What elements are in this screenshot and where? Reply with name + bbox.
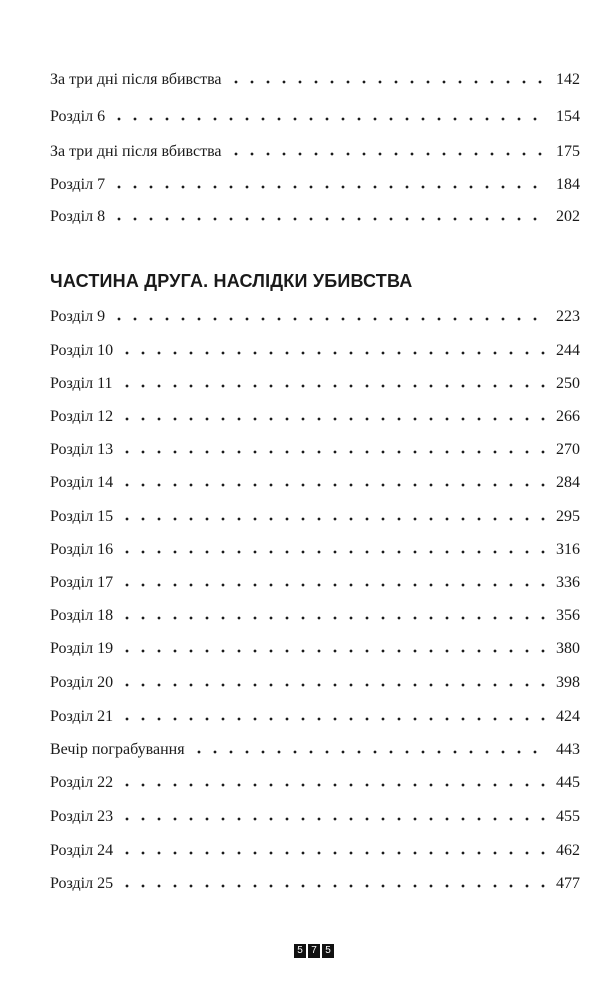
entry-label: Розділ 22 [50,774,114,791]
entry-page: 142 [556,71,580,88]
dot-leader [119,384,546,388]
entry-page: 284 [556,474,580,491]
folio-digit: 7 [308,944,320,958]
entry-page: 244 [556,342,580,359]
dot-leader [119,683,546,687]
toc-entry [50,68,580,92]
toc-entry [50,140,580,164]
dot-leader [111,317,546,321]
entry-page: 266 [556,408,580,425]
entry-label: Розділ 25 [50,875,114,892]
entry-label: Розділ 19 [50,640,114,657]
toc-entry [50,637,580,661]
entry-label: Розділ 9 [50,308,106,325]
toc-entry [50,505,580,529]
toc-entry [50,738,580,762]
dot-leader [228,80,546,84]
dot-leader [119,884,546,888]
dot-leader [119,649,546,653]
entry-label: Розділ 15 [50,508,114,525]
entry-page: 462 [556,842,580,859]
entry-label: Розділ 16 [50,541,114,558]
toc-entry [50,771,580,795]
entry-page: 202 [556,208,580,225]
entry-label: Розділ 24 [50,842,114,859]
entry-page: 223 [556,308,580,325]
entry-label: Розділ 12 [50,408,114,425]
dot-leader [119,351,546,355]
toc-entry [50,405,580,429]
toc-entry [50,205,580,229]
toc-entry [50,305,580,329]
dot-leader [119,851,546,855]
dot-leader [119,550,546,554]
entry-page: 316 [556,541,580,558]
entry-page: 443 [556,741,580,758]
page-number-folio [294,944,334,958]
toc-entry [50,372,580,396]
toc-entry [50,339,580,363]
dot-leader [111,217,546,221]
toc-entry [50,471,580,495]
entry-label: Розділ 7 [50,176,106,193]
entry-page: 175 [556,143,580,160]
entry-label: Вечір пограбування [50,741,185,758]
dot-leader [111,185,546,189]
entry-page: 424 [556,708,580,725]
entry-label: За три дні після вбивства [50,143,222,160]
entry-label: Розділ 20 [50,674,114,691]
entry-label: Розділ 8 [50,208,106,225]
entry-page: 356 [556,607,580,624]
toc-entry [50,105,580,129]
entry-label: Розділ 14 [50,474,114,491]
entry-page: 445 [556,774,580,791]
entry-label: Розділ 17 [50,574,114,591]
entry-label: Розділ 21 [50,708,114,725]
folio-digit: 5 [322,944,334,958]
entry-page: 184 [556,176,580,193]
toc-entry [50,671,580,695]
entry-label: Розділ 18 [50,607,114,624]
toc-entry [50,839,580,863]
entry-label: За три дні після вбивства [50,71,222,88]
part-heading: ЧАСТИНА ДРУГА. НАСЛІДКИ УБИВСТВА [50,271,413,291]
entry-page: 154 [556,108,580,125]
dot-leader [191,750,546,754]
entry-label: Розділ 10 [50,342,114,359]
entry-label: Розділ 11 [50,375,113,392]
dot-leader [119,583,546,587]
entry-page: 380 [556,640,580,657]
toc-entry [50,604,580,628]
folio-digit: 5 [294,944,306,958]
toc-entry [50,438,580,462]
dot-leader [119,717,546,721]
entry-label: Розділ 13 [50,441,114,458]
entry-page: 398 [556,674,580,691]
dot-leader [119,783,546,787]
toc-entry [50,872,580,896]
entry-page: 336 [556,574,580,591]
entry-page: 250 [556,375,580,392]
dot-leader [119,817,546,821]
entry-label: Розділ 23 [50,808,114,825]
dot-leader [119,450,546,454]
dot-leader [119,517,546,521]
entry-page: 477 [556,875,580,892]
toc-entry [50,705,580,729]
dot-leader [119,417,546,421]
dot-leader [119,483,546,487]
dot-leader [119,616,546,620]
toc-entry [50,173,580,197]
dot-leader [228,152,546,156]
toc-entry [50,805,580,829]
toc-entry [50,538,580,562]
entry-page: 455 [556,808,580,825]
entry-label: Розділ 6 [50,108,106,125]
dot-leader [111,117,546,121]
toc-entry [50,571,580,595]
entry-page: 295 [556,508,580,525]
entry-page: 270 [556,441,580,458]
